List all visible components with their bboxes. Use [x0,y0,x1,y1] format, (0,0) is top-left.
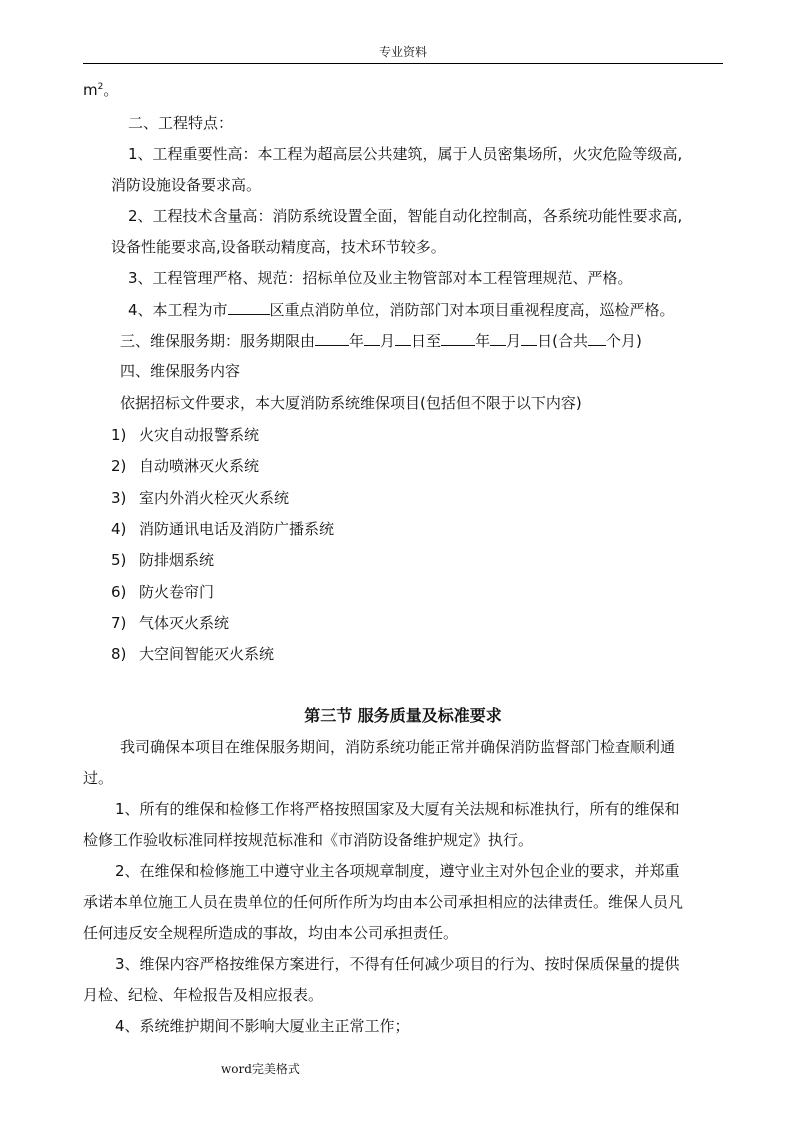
feature-1-line-2: 消防设施设备要求高。 [111,176,262,194]
feature-2-line-1: 2、工程技术含量高：消防系统设置全面，智能自动化控制高，各系统功能性要求高, [128,207,683,225]
system-item-label: 气体灭火系统 [139,614,230,632]
unit-superscript: 2 [97,82,104,92]
page-footer: word完美格式 [221,1062,300,1076]
system-item-number: 8) [111,645,127,663]
system-item [111,644,274,664]
end-year-blank [441,330,475,346]
para-2-line-2: 检修工作验收标准同样按规范标准和《市消防设备维护规定》执行。 [83,831,534,849]
system-item-number: 4) [111,520,127,538]
total-label: 日(合共 [537,332,588,350]
system-item-label: 室内外消火栓灭火系统 [139,489,290,507]
system-item [111,519,334,539]
system-item-number: 7) [111,614,127,632]
para-3-line-1: 2、在维保和检修施工中遵守业主各项规章制度，遵守业主对外包企业的要求，并郑重 [115,862,680,880]
system-item [111,456,259,476]
heading-service-content: 四、维保服务内容 [120,362,241,380]
end-year-label: 年 [475,332,491,350]
header-divider [83,63,723,64]
para-5: 4、系统维护期间不影响大厦业主正常工作； [115,1017,410,1035]
system-item [111,613,229,633]
system-item-label: 防排烟系统 [139,551,215,569]
system-item-label: 自动喷淋灭火系统 [139,457,260,475]
feature-4-prefix: 4、本工程为市 [128,301,228,319]
system-item-label: 火灾自动报警系统 [139,426,260,444]
start-month-blank [364,330,380,346]
area-unit-line [83,80,118,100]
system-item-label: 大空间智能灭火系统 [139,645,275,663]
feature-4 [128,299,675,320]
unit-text: m [83,81,98,99]
system-item-label: 防火卷帘门 [139,583,215,601]
system-item-number: 6) [111,583,127,601]
months-blank [588,330,606,346]
system-item-number: 5) [111,551,127,569]
months-label: 个月) [605,332,642,350]
para-1-line-1: 我司确保本项目在维保服务期间，消防系统功能正常并确保消防监督部门检查顺利通 [120,738,676,756]
heading-project-features: 二、工程特点： [128,114,234,132]
para-3-line-3: 任何违反安全规程所造成的事故，均由本公司承担责任。 [83,924,459,942]
para-3-line-2: 承诺本单位施工人员在贵单位的任何所作所为均由本公司承担相应的法律责任。维保人员凡 [83,893,684,911]
end-month-label: 月 [506,332,522,350]
system-item-number: 1) [111,426,127,444]
para-1-line-2: 过。 [83,769,114,787]
system-item [111,488,289,508]
start-year-blank [315,330,349,346]
end-day-blank [521,330,537,346]
para-4-line-1: 3、维保内容严格按维保方案进行，不得有任何减少项目的行为、按时保质保量的提供 [115,955,680,973]
para-4-line-2: 月检、纪检、年检报告及相应报表。 [83,986,324,1004]
system-item [111,550,214,570]
year-label: 年 [349,332,365,350]
system-item-label: 消防通讯电话及消防广播系统 [139,520,335,538]
system-item [111,425,259,445]
feature-4-suffix: 区重点消防单位，消防部门对本项目重视程度高，巡检严格。 [269,301,675,319]
system-item-number: 2) [111,457,127,475]
section-title: 第三节 服务质量及标准要求 [304,706,502,725]
feature-1-line-1: 1、工程重要性高：本工程为超高层公共建筑，属于人员密集场所，火灾危险等级高, [128,145,683,163]
service-period-label: 三、维保服务期：服务期限由 [120,332,316,350]
system-item [111,582,214,602]
start-day-blank [395,330,411,346]
service-content-intro: 依据招标文件要求，本大厦消防系统维保项目(包括但不限于以下内容) [120,394,582,412]
service-period-line [120,330,642,351]
page-header: 专业资料 [378,45,427,59]
end-month-blank [490,330,506,346]
unit-end: 。 [103,81,119,99]
system-item-number: 3) [111,489,127,507]
month-label: 月 [380,332,396,350]
district-blank [228,299,270,315]
feature-2-line-2: 设备性能要求高,设备联动精度高，技术环节较多。 [111,238,446,256]
para-2-line-1: 1、所有的维保和检修工作将严格按照国家及大厦有关法规和标准执行，所有的维保和 [115,800,680,818]
day-to-label: 日至 [411,332,442,350]
feature-3: 3、工程管理严格、规范：招标单位及业主物管部对本工程管理规范、严格。 [128,269,633,287]
